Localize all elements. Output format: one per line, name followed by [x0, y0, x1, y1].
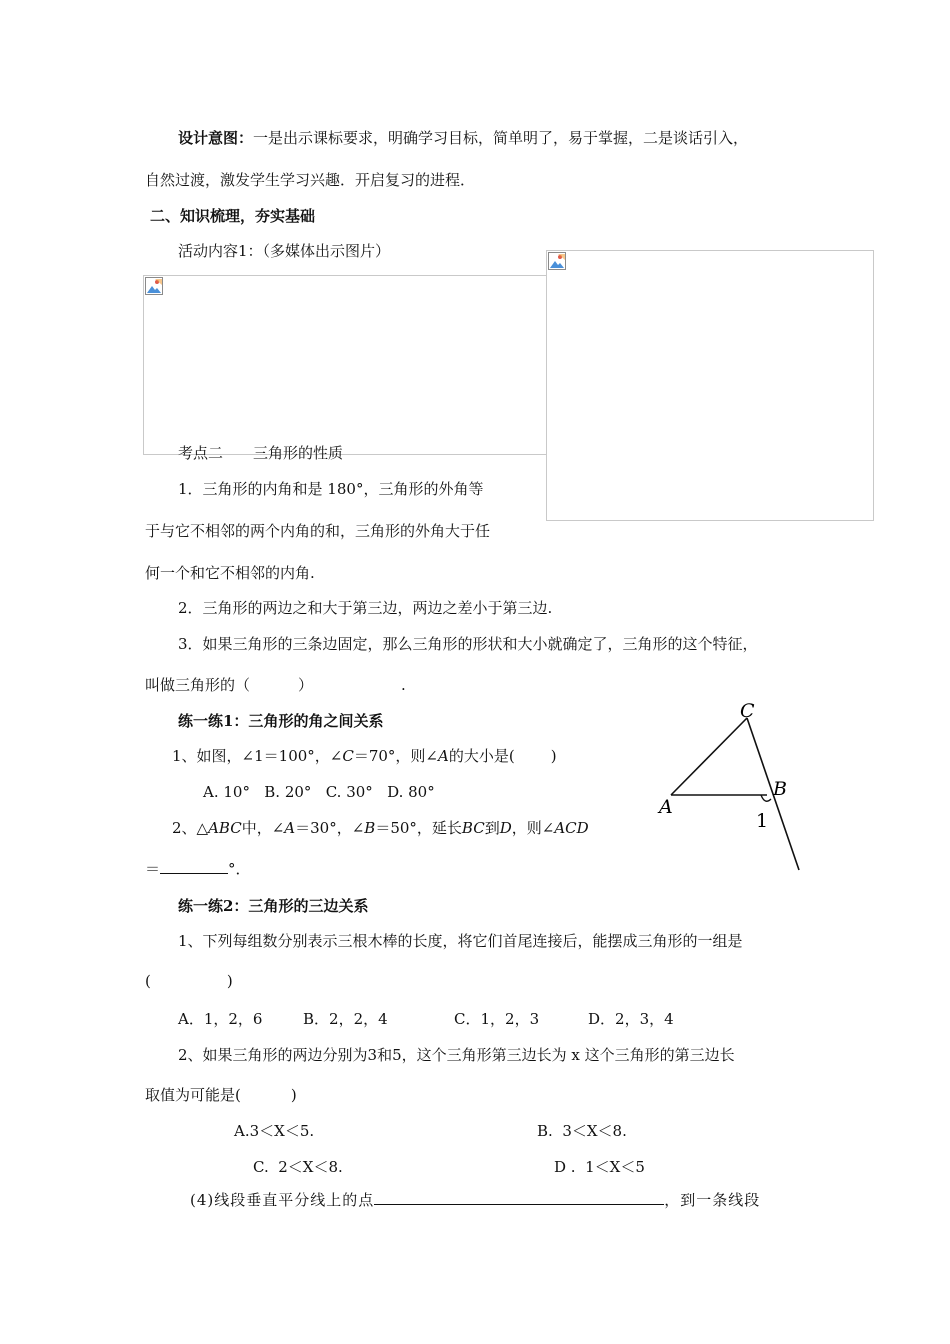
- kaodian-heading: [178, 443, 343, 463]
- practice-2-choice-a: A.3＜X＜5.: [234, 1122, 315, 1140]
- practice-2-option-a: A．1，2，6: [178, 1010, 263, 1028]
- answer-blank[interactable]: [374, 1189, 664, 1205]
- kaodian-label: 考点二: [178, 444, 224, 462]
- section-heading: 二、知识梳理，夯实基础: [150, 207, 316, 225]
- practice-1-q2-line2: ＝ °．: [145, 860, 251, 878]
- practice-1-q1-options: A. 10° B. 20° C. 30° D. 80°: [203, 783, 435, 801]
- design-intent-line1: [178, 128, 748, 148]
- image-frame-left: [143, 275, 551, 455]
- broken-image-icon: [145, 277, 163, 295]
- property-1-line1: 1．三角形的内角和是 180°，三角形的外角等: [178, 480, 484, 498]
- practice-2-option-c: C．1，2，3: [454, 1010, 540, 1028]
- property-2: 2．三角形的两边之和大于第三边，两边之差小于第三边.: [178, 599, 553, 617]
- broken-image-icon: [548, 252, 566, 270]
- design-intent-text: 一是出示课标要求，明确学习目标，简单明了，易于掌握，二是谈话引入，: [253, 129, 749, 147]
- kaodian-title: 三角形的性质: [253, 444, 344, 462]
- label-1: 1: [756, 810, 769, 832]
- practice-2-q2-line2: 取值为可能是( ): [145, 1086, 297, 1104]
- label-c: C: [740, 700, 755, 722]
- practice-2-choice-c: C. 2＜X＜8.: [253, 1158, 343, 1176]
- practice-2-q1-line1: 1、下列每组数分别表示三根木棒的长度，将它们首尾连接后，能摆成三角形的一组是: [178, 932, 743, 950]
- label-b: B: [773, 778, 787, 800]
- image-frame-right: [546, 250, 874, 521]
- triangle-figure: [655, 695, 815, 875]
- practice-1-heading: 练一练1：三角形的角之间关系: [178, 712, 384, 730]
- angle-1-arc: [761, 795, 771, 801]
- practice-2-choice-b: B. 3＜X＜8.: [537, 1122, 627, 1140]
- design-intent-line2: 自然过渡，激发学生学习兴趣．开启复习的进程．: [145, 171, 476, 189]
- triangle-side-ac: [671, 718, 747, 795]
- practice-2-option-d: D．2，3，4: [588, 1010, 674, 1028]
- activity-label: 活动内容1：（多媒体出示图片）: [178, 242, 391, 260]
- property-3-line2: 叫做三角形的（ ） .: [145, 676, 406, 694]
- practice-2-q1-line2: ( ): [145, 972, 233, 990]
- property-3-line1: 3．如果三角形的三条边固定，那么三角形的形状和大小就确定了，三角形的这个特征，: [178, 635, 758, 653]
- property-1-line3: 何一个和它不相邻的内角.: [145, 564, 315, 582]
- practice-2-q2-line1: 2、如果三角形的两边分别为3和5，这个三角形第三边长为 x 这个三角形的第三边长: [178, 1046, 735, 1064]
- practice-2-option-b: B．2，2，4: [303, 1010, 388, 1028]
- property-1-line2: 于与它不相邻的两个内角的和，三角形的外角大于任: [145, 522, 491, 540]
- practice-1-q2: 2、△ABC中，∠A＝30°，∠B＝50°，延长BC到D，则∠ACD: [172, 819, 589, 837]
- practice-2-choice-d: D . 1＜X＜5: [554, 1158, 645, 1176]
- label-a: A: [659, 796, 673, 818]
- practice-2-heading: 练一练2：三角形的三边关系: [178, 897, 369, 915]
- practice-1-q1: 1、如图，∠1＝100°，∠C＝70°，则∠A的大小是( ): [172, 747, 557, 765]
- item-4: (4)线段垂直平分线上的点 ，到一条线段: [190, 1191, 761, 1209]
- design-intent-label: 设计意图：: [178, 129, 254, 147]
- answer-blank[interactable]: [160, 858, 228, 874]
